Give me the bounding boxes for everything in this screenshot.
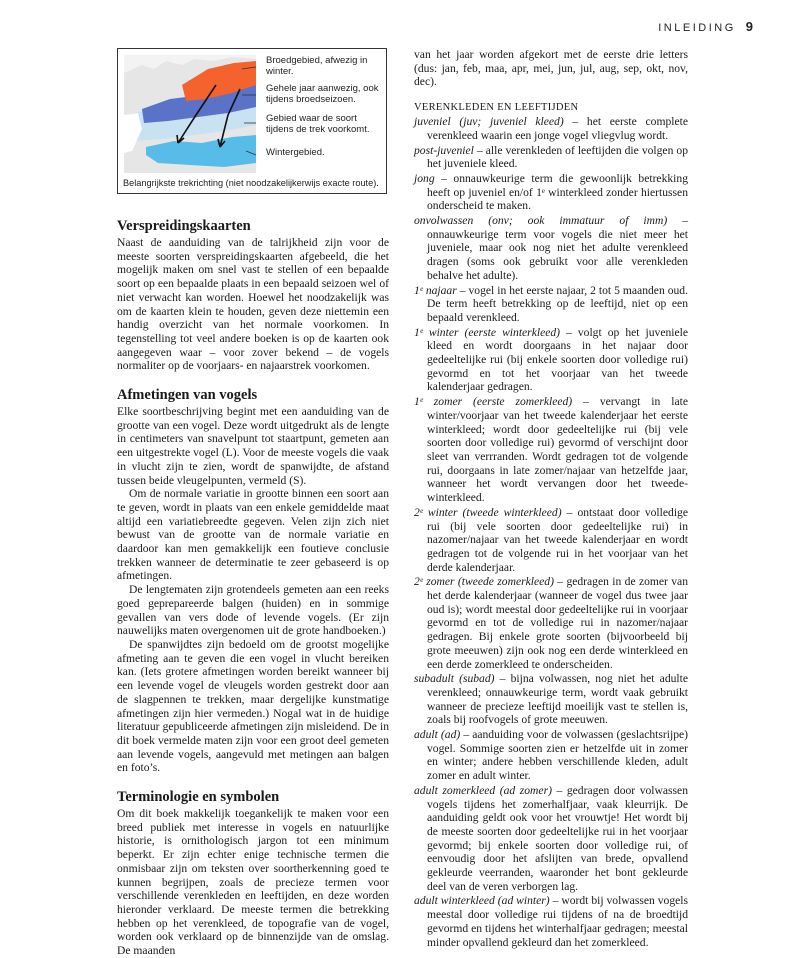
paragraph: De spanwijdtes zijn bedoeld om de grootst mogelijke afmeting aan te geven die een vogel in vlucht bereiken kan. (Iets grotere afmetingen worden bereikt wanneer bij een levende vogel de vleugels worden gestrekt door aan de slagpennen te trekken, maar dergelijke kunstmatige afmetingen zijn hier vermeden.) Nogal wat in de huidige literatuur gepubliceerde afmetingen zijn misleidend. De in dit boek vermelde maten zijn voor een groot deel gemeten aan levende vogels, aangevuld met metingen aan balgen en foto’s. <box>117 637 389 775</box>
definition-term: post-juveniel <box>414 143 474 157</box>
section-heading: Verspreidingskaarten <box>117 218 251 234</box>
definition-text: – vervangt in late winter/voorjaar van het tweede kalenderjaar het eerste winterkleed; wordt door gedeeltelijke rui (bij vele soorten door volledige rui) gevormd of verschijnt door sleet van verrranden. Wordt gedragen tot de volgende rui, doorgaans in late zomer/najaar van hetzelfde jaar, wanneer het wordt vervangen door het tweede-winterkleed. <box>427 395 688 505</box>
legend-resident: Gehele jaar aanwezig, ook tijdens broedseizoen. <box>266 83 379 105</box>
distribution-map-illustration <box>124 55 256 173</box>
definition-entry <box>414 575 688 671</box>
running-header <box>658 19 753 34</box>
section-terminologie <box>117 789 389 958</box>
definition-term: adult zomerkleed (ad zomer) <box>414 783 552 797</box>
definition-text: – onnauwkeurige term voor vogels die niet meer het juveniele, maar ook nog niet het adulte verenkleed dragen (soms ook gebruikt voor alle verenkleden behalve het adulte). <box>427 214 688 282</box>
definition-text: – vogel in het eerste najaar, 2 tot 5 maanden oud. De term heeft betrekking op de leeftijd, niet op een bepaald verenkleed. <box>427 283 689 324</box>
legend-wintering: Wintergebied. <box>266 147 325 158</box>
definition-entry <box>414 214 688 283</box>
definition-entry <box>414 395 688 505</box>
paragraph: Om dit boek makkelijk toegankelijk te maken voor een breed publiek met interesse in vogels en natuurlijke historie, is ornithologisch jargon tot een minimum beperkt. Er zijn echter enige technische termen die onmisbaar zijn om teksten over soortherkenning goed te kunnen begrijpen, zoals de precieze termen voor verschillende verenkleden en leeftijden, en deze worden hieronder verklaard. De meeste termen die betrekking hebben op het verenkleed, de topografie van de vogel, worden ook verklaard op de binnenzijde van de omslag. De maanden <box>117 807 389 958</box>
legend-breeding: Broedgebied, afwezig in winter. <box>266 55 368 77</box>
definition-text: – onnauwkeurige term die gewoonlijk betrekking heeft op juveniel en/of 1ᵉ winterkleed zonder hiertussen onderscheid te maken. <box>427 171 688 213</box>
definition-text: – wordt bij volwassen vogels meestal door volledige rui tijdens of na de broedtijd gevormd en tijdens het winterhalfjaar gedragen; meestal minder opvallend gekleurd dan het zomerkleed. <box>427 894 688 949</box>
figure-caption: Belangrijkste trekrichting (niet noodzakelijkerwijs exacte route). <box>123 178 379 188</box>
definition-term: juveniel (juv; juveniel kleed) <box>414 115 564 129</box>
left-column <box>117 48 389 958</box>
definitions-list <box>414 115 688 949</box>
definition-entry <box>414 784 688 894</box>
list-heading: VERENKLEDEN EN LEEFTIJDEN <box>414 102 579 114</box>
definition-text: – ontstaat door volledige rui (bij vele soorten door gedeeltelijke rui) in nazomer/najaar van het tweede kalenderjaar en wordt gedragen tot de volgende rui in het voorjaar van het derde kalenderjaar. <box>427 505 688 574</box>
map-legend-figure <box>117 48 387 194</box>
definition-term: jong <box>414 171 435 185</box>
paragraph: De lengtematen zijn grotendeels gemeten aan een reeks goed geprepareerde balgen (huiden) en in sommige gevallen van vers dode of levende vogels. (Er zijn nauwelijks maten overgenomen uit de grote handboeken.) <box>117 583 389 638</box>
definition-text: – alle verenkleden of leeftijden die volgen op het juveniele kleed. <box>427 143 688 171</box>
definition-entry <box>414 284 688 325</box>
definition-entry <box>414 326 688 395</box>
definition-term: subadult (subad) <box>414 672 495 686</box>
definition-term: 1ᵉ winter (eerste winterkleed) <box>414 325 561 339</box>
right-column <box>414 48 688 950</box>
section-name: INLEIDING <box>658 22 736 34</box>
paragraph: Elke soortbeschrijving begint met een aanduiding van de grootte van een vogel. Deze wordt uitgedrukt als de lengte in centimeters van snavelpunt tot staartpunt, gemeten aan een uitgestrekte vogel (L). Voor de meeste vogels die vaak in vlucht zijn te zien, wordt de spanwijdte, de afstand tussen beide vleugelpunten, vermeld (S). <box>117 405 389 487</box>
paragraph-continuation: van het jaar worden afgekort met de eerste drie letters (dus: jan, feb, maa, apr, mei, jun, jul, aug, sep, okt, nov, dec). <box>414 48 688 89</box>
definition-text: – aanduiding voor de volwassen (geslachtsrijpe) vogel. Sommige soorten zien er hetzelfde uit in zomer en winter; andere hebben verschillende kleden, adult zomer en adult winter. <box>427 728 688 783</box>
definition-entry <box>414 172 688 213</box>
definition-text: – gedragen door volwassen vogels tijdens het zomerhalfjaar, vaak kleurrijk. De aanduiding geldt ook voor het vrouwtje! Het wordt bij de meeste soorten door gedeeltelijke rui in het voorjaar gevormd; bij enkele soorten door volledige rui, of eenvoudig door het afslijten van brede, opvallend gekleurde veerranden, waaronder het bont gekleurde deel van de veren verborgen lag. <box>427 783 688 893</box>
section-heading: Terminologie en symbolen <box>117 789 280 806</box>
definition-entry <box>414 672 688 727</box>
definition-term: adult (ad) <box>414 728 461 742</box>
definition-term: 2ᵉ winter (tweede winterkleed) <box>414 505 562 519</box>
definition-entry <box>414 506 688 575</box>
definition-entry <box>414 115 688 142</box>
definition-text: – volgt op het juveniele kleed en wordt doorgaans in het najaar door gedeeltelijke rui (bij enkele soorten door volledige rui) gevormd en tot het voorjaar van het tweede kalenderjaar gedragen. <box>427 325 688 394</box>
definition-text: – gedragen in de zomer van het derde kalenderjaar (wanneer de vogel dus twee jaar oud is); wordt meestal door gedeeltelijke rui in voorjaar gevormd en tot de volledige rui in nazomer/najaar gedragen. Bij enkele grote soorten (bijvoorbeeld bij grote meeuwen) zijn ook nog een derde winterkleed en een derde zomerkleed te onderscheiden. <box>427 575 688 671</box>
legend-migration: Gebied waar de soort tijdens de trek voorkomt. <box>266 113 370 135</box>
definition-term: 1ᵉ zomer (eerste zomerkleed) <box>414 395 573 409</box>
page-number: 9 <box>745 19 753 34</box>
section-afmetingen <box>117 387 389 775</box>
definition-term: onvolwassen (onv; ook immatuur of imm) <box>414 214 668 228</box>
definition-term: adult winterkleed (ad winter) <box>414 894 550 908</box>
definition-term: 2ᵉ zomer (tweede zomerkleed) <box>414 575 554 589</box>
definition-entry <box>414 894 688 949</box>
section-heading: Afmetingen van vogels <box>117 387 258 404</box>
definition-term: 1ᵉ najaar <box>414 283 457 297</box>
paragraph: Om de normale variatie in grootte binnen een soort aan te geven, wordt in plaats van een enkele gemiddelde maat altijd een variatiebreedte gegeven. Velen zijn zich niet bewust van de grootte van de normale variatie en daardoor kan men gemakkelijk een foutieve conclusie trekken wanneer de determinatie te zeer gebaseerd is op afmetingen. <box>117 487 389 583</box>
paragraph: Naast de aanduiding van de talrijkheid zijn voor de meeste soorten verspreidingskaarten afgebeeld, die het mogelijk maken om snel vast te stellen of een bepaalde soort op een bepaalde plaats in een bepaald seizoen wel of niet verwacht kan worden. Hoewel het noodzakelijk was om de kaarten klein te houden, geven deze niettemin een handig overzicht van het normale voorkomen. In tegenstelling tot veel andere boeken is op de kaarten ook aangegeven waar – voor zover bekend – de vogels normaliter op de voorjaars- en najaarstrek voorkomen. <box>117 236 389 373</box>
definition-text: – het eerste complete verenkleed waarin een jonge vogel vliegvlug wordt. <box>427 115 688 142</box>
definition-entry <box>414 144 688 171</box>
definition-entry <box>414 728 688 783</box>
section-verspreidingskaarten <box>117 218 389 373</box>
definition-text: – bijna volwassen, nog niet het adulte verenkleed; onnauwkeurige term, wordt vaak gebruikt wanneer de precieze leeftijd moeilijk vast te stellen is, zoals bij roofvogels of grote meeuwen. <box>427 672 688 727</box>
